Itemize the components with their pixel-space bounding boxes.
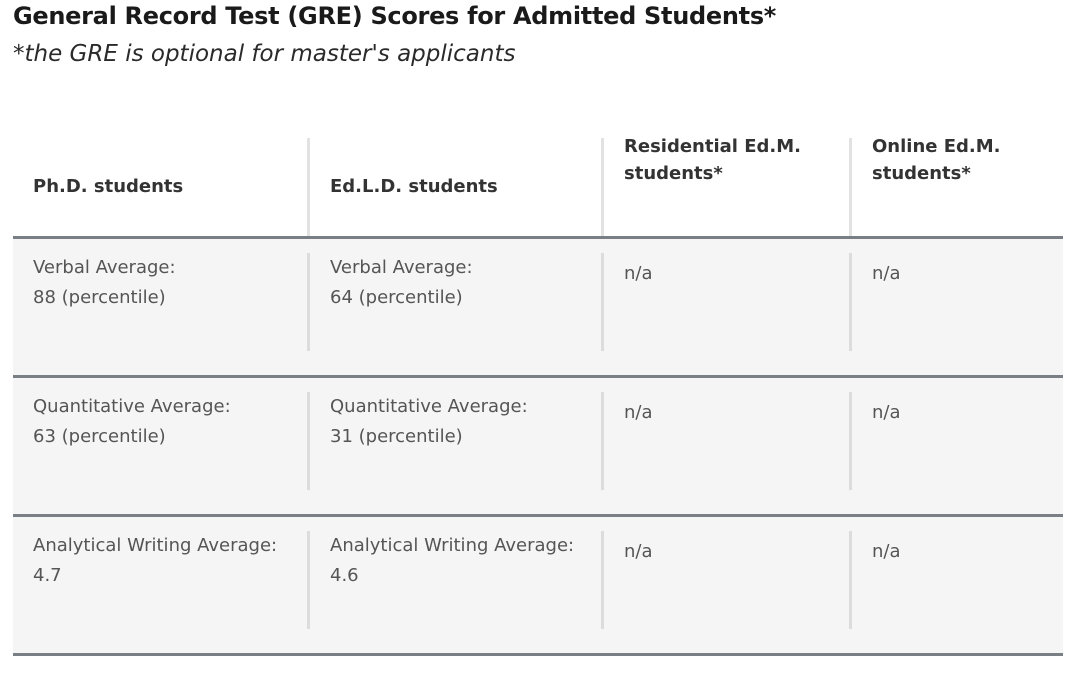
table-row [13,517,1063,653]
row-divider [13,653,1063,656]
cell-phd-writing [13,531,307,653]
cell-edld-verbal [307,253,601,351]
cell-label: Verbal Average: [33,257,176,278]
table-row [13,239,1063,375]
cell-online-writing [849,531,1063,629]
table-header-row [13,138,1063,236]
cell-edld-writing [307,531,601,629]
cell-value: n/a [872,402,901,423]
cell-value: n/a [624,263,653,284]
cell-label: Quantitative Average: [33,396,231,417]
cell-residential-quant [601,392,849,490]
header-residential-line2: students* [624,163,723,184]
cell-value: n/a [872,263,901,284]
cell-phd-quant [13,392,307,514]
header-edld [307,138,601,236]
cell-phd-verbal [13,253,307,375]
cell-residential-verbal [601,253,849,351]
cell-label: Analytical Writing Average: [33,535,278,556]
cell-online-quant [849,392,1063,490]
cell-value: 88 (percentile) [33,287,166,308]
cell-label: Analytical Writing Average: [330,535,575,556]
cell-online-verbal [849,253,1063,351]
cell-label: Quantitative Average: [330,396,528,417]
cell-label: Verbal Average: [330,257,473,278]
cell-value: 4.6 [330,565,359,586]
header-phd-label: Ph.D. students [33,176,184,197]
cell-value: n/a [624,402,653,423]
header-edld-label: Ed.L.D. students [330,176,498,197]
cell-value: 64 (percentile) [330,287,463,308]
header-online-edm [849,138,1063,236]
cell-value: 31 (percentile) [330,426,463,447]
cell-residential-writing [601,531,849,629]
page-subtitle: *the GRE is optional for master's applicants [13,41,516,67]
header-online-line2: students* [872,163,971,184]
cell-value: 63 (percentile) [33,426,166,447]
cell-value: n/a [624,541,653,562]
header-phd [13,138,307,236]
page-title: General Record Test (GRE) Scores for Admitted Students* [13,2,777,30]
table-row [13,378,1063,514]
cell-edld-quant [307,392,601,490]
header-residential-line1: Residential Ed.M. [624,136,801,157]
header-residential-edm [601,138,849,236]
gre-scores-table [13,138,1063,656]
cell-value: n/a [872,541,901,562]
header-online-line1: Online Ed.M. [872,136,1001,157]
cell-value: 4.7 [33,565,62,586]
